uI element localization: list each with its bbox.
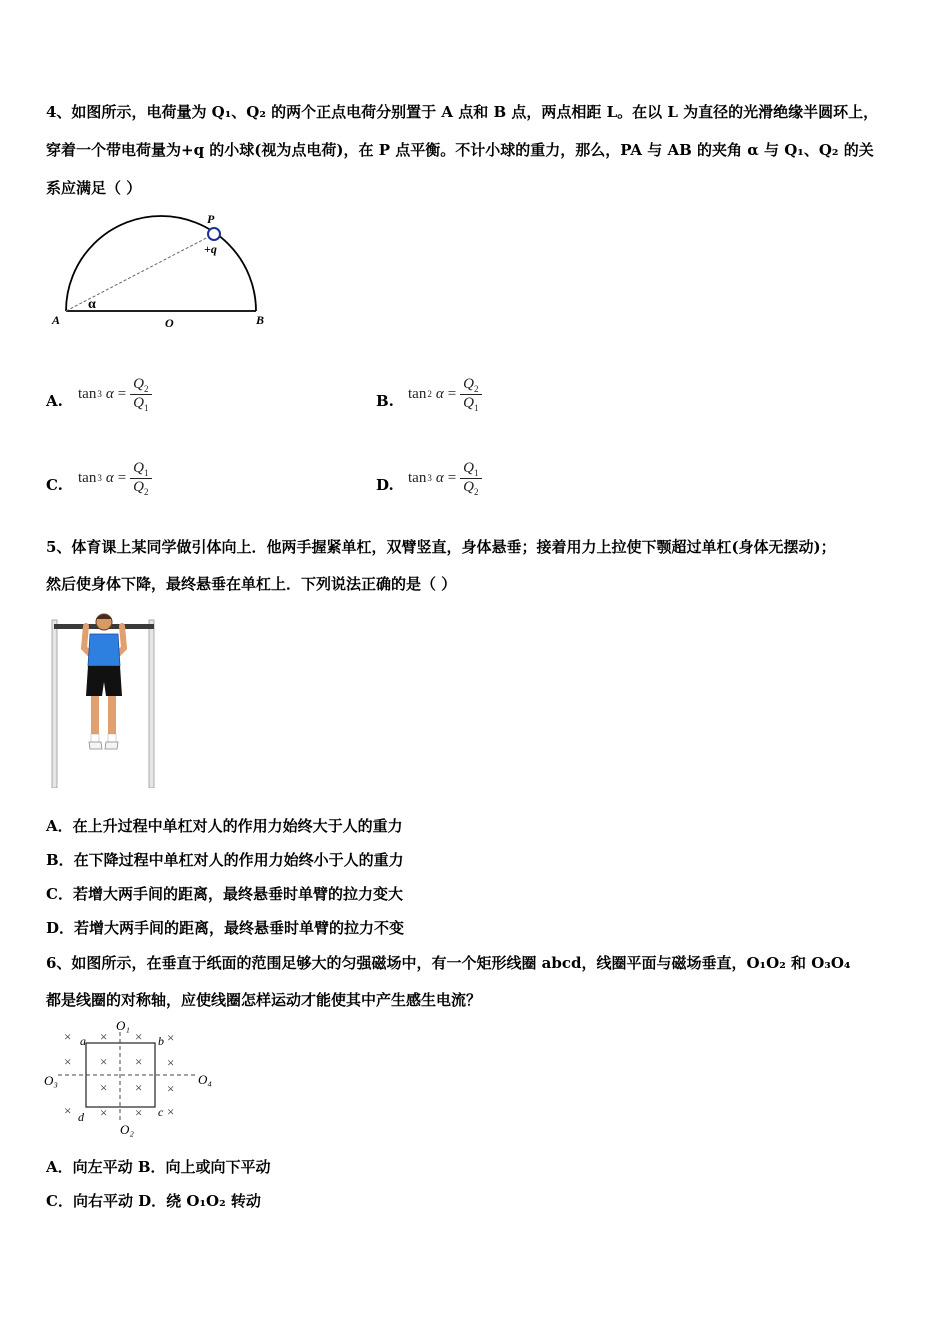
q4-semicircle-figure (44, 208, 284, 338)
q6-coil-figure (42, 1016, 222, 1138)
hair (96, 615, 112, 620)
svg-text:×: × (167, 1055, 175, 1070)
svg-text:×: × (100, 1054, 108, 1069)
label-b: b (158, 1034, 164, 1048)
option-label: B. (376, 392, 394, 410)
q4-line-1: 4、如图所示，电荷量为 Q₁、Q₂ 的两个正点电荷分别置于 A 点和 B 点，两点相距 L。在以 L 为直径的光滑绝缘半圆环上， (46, 103, 879, 121)
option-formula: tan 3 α = $\frac{Q_1}{Q_2}$ (78, 454, 152, 502)
svg-text:×: × (100, 1080, 108, 1095)
svg-text:×: × (135, 1029, 143, 1044)
q5-option-a[interactable]: A．在上升过程中单杠对人的作用力始终大于人的重力 (46, 817, 403, 835)
q6-options-row-2[interactable]: C．向右平动 D．绕 O₁O₂ 转动 (46, 1192, 261, 1210)
svg-text:×: × (167, 1030, 175, 1045)
svg-text:×: × (64, 1029, 72, 1044)
shorts (86, 666, 122, 696)
q5-option-b[interactable]: B．在下降过程中单杠对人的作用力始终小于人的重力 (46, 851, 404, 869)
label-o: O (165, 316, 174, 330)
label-q: +q (204, 242, 217, 256)
svg-text:×: × (135, 1054, 143, 1069)
q6-options-row-1[interactable]: A．向左平动 B．向上或向下平动 (46, 1158, 271, 1176)
option-formula: tan 3 α = $\frac{Q_1}{Q_2}$ (408, 454, 482, 502)
pole-left (52, 620, 57, 788)
q5-line-2: 然后使身体下降，最终悬垂在单杠上．下列说法正确的是（ ） (46, 575, 457, 593)
svg-text:×: × (167, 1104, 175, 1119)
label-o4: O₄ (198, 1072, 212, 1087)
label-a: A (52, 313, 61, 327)
q4-line-2: 穿着一个带电荷量为+q 的小球(视为点电荷)，在 P 点平衡。不计小球的重力，那么，PA 与 AB 的夹角 α 与 Q₁、Q₂ 的关 (46, 141, 874, 159)
option-formula: tan 2 α = $\frac{Q_2}{Q_1}$ (408, 370, 482, 418)
sock-right (108, 734, 116, 742)
q5-option-c[interactable]: C．若增大两手间的距离，最终悬垂时单臂的拉力变大 (46, 885, 403, 903)
option-label: D. (376, 476, 394, 494)
label-o3: O₃ (44, 1073, 58, 1088)
torso-shirt (88, 634, 120, 666)
option-label: C. (46, 476, 63, 494)
label-p: P (207, 212, 215, 226)
q6-line-1: 6、如图所示，在垂直于纸面的范围足够大的匀强磁场中，有一个矩形线圈 abcd，线圈平面与磁场垂直，O₁O₂ 和 O₃O₄ (46, 954, 851, 972)
leg-left (91, 696, 99, 738)
svg-text:×: × (167, 1081, 175, 1096)
svg-text:×: × (64, 1103, 72, 1118)
shoe-right (105, 742, 118, 749)
svg-text:×: × (100, 1105, 108, 1120)
label-b: B (256, 313, 265, 327)
q5-option-d[interactable]: D．若增大两手间的距离，最终悬垂时单臂的拉力不变 (46, 919, 405, 937)
label-o2: O₂ (120, 1122, 134, 1137)
option-label: A. (46, 392, 63, 410)
q6-line-2: 都是线圈的对称轴，应使线圈怎样运动才能使其中产生感生电流？ (46, 991, 482, 1009)
charge-ball (208, 228, 220, 240)
pole-right (149, 620, 154, 788)
q5-pullup-figure (46, 608, 162, 788)
svg-text:×: × (100, 1029, 108, 1044)
svg-text:×: × (135, 1080, 143, 1095)
leg-right (108, 696, 116, 738)
shoe-left (89, 742, 102, 749)
option-formula: tan 3 α = $\frac{Q_2}{Q_1}$ (78, 370, 152, 418)
q4-line-3: 系应满足（ ） (46, 179, 142, 197)
label-a: a (80, 1034, 86, 1048)
sock-left (91, 734, 99, 742)
q5-line-1: 5、体育课上某同学做引体向上．他两手握紧单杠，双臂竖直，身体悬垂；接着用力上拉使下颚超过单杠(身体无摆动)； (46, 538, 836, 556)
svg-text:×: × (64, 1054, 72, 1069)
svg-text:×: × (135, 1105, 143, 1120)
label-o1: O₁ (116, 1018, 130, 1033)
label-c: c (158, 1105, 164, 1119)
label-alpha: α (88, 297, 96, 312)
label-d: d (78, 1110, 84, 1124)
